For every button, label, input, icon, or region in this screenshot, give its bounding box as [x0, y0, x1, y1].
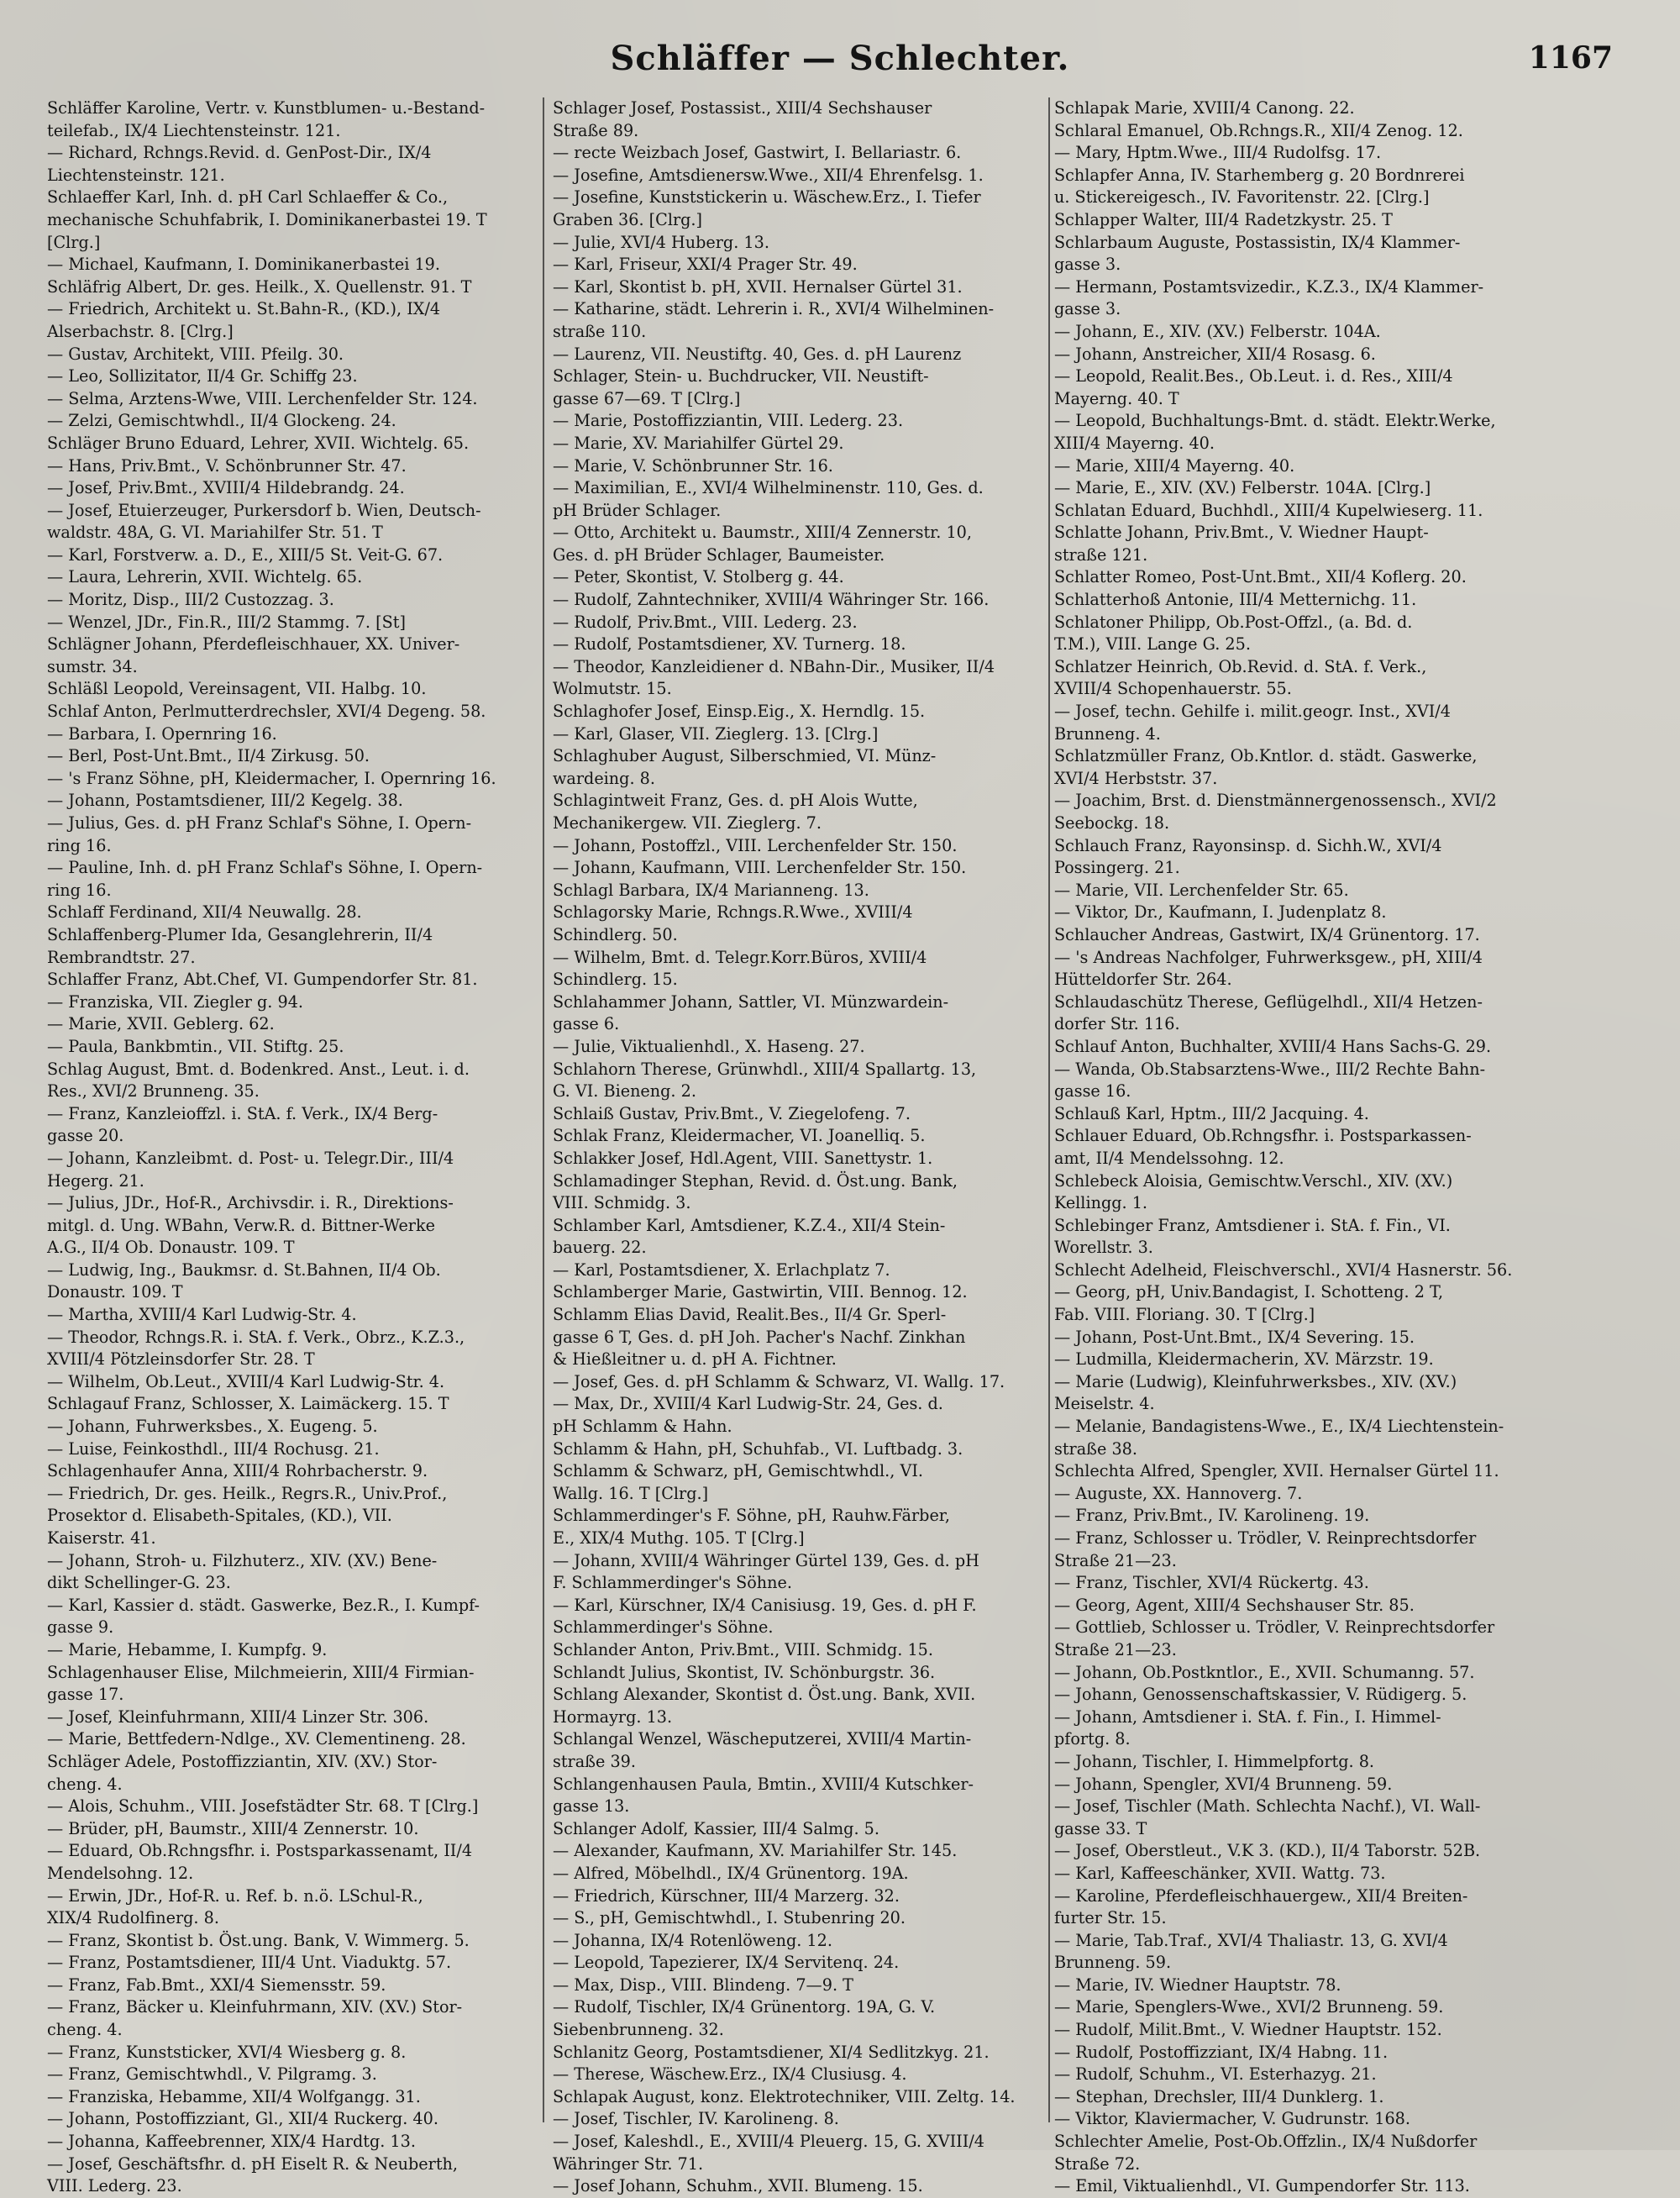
directory-entry-line: XVIII/4 Pötzleinsdorfer Str. 28. T — [47, 1349, 315, 1370]
directory-entry-line: — Karl, Friseur, XXI/4 Prager Str. 49. — [553, 255, 858, 275]
directory-entry-line: Ges. d. pH Brüder Schlager, Baumeister. — [553, 544, 885, 565]
directory-entry-line: — Peter, Skontist, V. Stolberg g. 44. — [553, 567, 844, 587]
directory-entry-line: — Auguste, XX. Hannoverg. 7. — [1054, 1483, 1303, 1503]
directory-entry-line: Schlebinger Franz, Amtsdiener i. StA. f. Fin., VI. — [1054, 1215, 1451, 1235]
directory-entry-line: — Gustav, Architekt, VIII. Pfeilg. 30. — [47, 344, 344, 364]
directory-entry-line: gasse 3. — [1054, 299, 1121, 319]
directory-entry-line: — Max, Dr., XVIII/4 Karl Ludwig-Str. 24, Ges. d. — [553, 1394, 943, 1414]
directory-entry-line: — Mary, Hptm.Wwe., III/4 Rudolfsg. 17. — [1054, 143, 1382, 163]
directory-entry-line: bauerg. 22. — [553, 1238, 647, 1258]
directory-entry-line: Schlahammer Johann, Sattler, VI. Münzwardein- — [553, 991, 949, 1012]
directory-entry-line: Schlatzer Heinrich, Ob.Revid. d. StA. f. Verk., — [1054, 656, 1427, 676]
directory-entry-line: Schlauch Franz, Rayonsinsp. d. Sichh.W., XVI/4 — [1054, 835, 1442, 855]
directory-entry-line: Schlager Josef, Postassist., XIII/4 Sechshauser — [553, 98, 932, 118]
directory-entry-line: Hormayrg. 13. — [553, 1706, 673, 1727]
directory-entry-line: Schlägner Johann, Pferdefleischhauer, XX. Univer- — [47, 634, 460, 655]
directory-entry-line: — Josef Johann, Schuhm., XVII. Blumeng. 15. — [553, 2176, 923, 2196]
directory-entry-line: & Hießleitner u. d. pH A. Fichtner. — [553, 1349, 837, 1370]
directory-entry-line: — 's Andreas Nachfolger, Fuhrwerksgew., pH, XIII/4 — [1054, 947, 1483, 967]
directory-entry-line: Wolmutstr. 15. — [553, 679, 672, 699]
directory-entry-line: straße 38. — [1054, 1438, 1137, 1459]
directory-entry-line: — Joachim, Brst. d. Dienstmännergenossensch., XVI/2 — [1054, 791, 1497, 811]
directory-entry-line: Schlatan Eduard, Buchhdl., XIII/4 Kupelwieserg. 11. — [1054, 500, 1483, 520]
directory-entry-line: T.M.), VIII. Lange G. 25. — [1054, 634, 1251, 655]
directory-entry-line: — Johann, Post-Unt.Bmt., IX/4 Severing. 15. — [1054, 1327, 1415, 1347]
directory-entry-line: Schlak Franz, Kleidermacher, VI. Joanelliq. 5. — [553, 1126, 926, 1146]
directory-entry-line: Schlaudaschütz Therese, Geflügelhdl., XII/4 Hetzen- — [1054, 991, 1483, 1012]
directory-entry-line: — Rudolf, Postoffizziant, IX/4 Habng. 11. — [1054, 2042, 1389, 2062]
directory-entry-line: Schlapak Marie, XVIII/4 Canong. 22. — [1054, 98, 1355, 118]
directory-entry-line: Schlaf Anton, Perlmutterdrechsler, XVI/4 Degeng. 58. — [47, 702, 486, 722]
directory-entry-line: — Marie, E., XIV. (XV.) Felberstr. 104A. [Clrg.] — [1054, 478, 1431, 498]
directory-entry-line: — Karl, Skontist b. pH, XVII. Hernalser Gürtel 31. — [553, 276, 963, 297]
directory-entry-line: — Marie, Hebamme, I. Kumpfg. 9. — [47, 1639, 328, 1659]
directory-entry-line: — Johann, Postoffzl., VIII. Lerchenfelder Str. 150. — [553, 835, 958, 855]
directory-entry-line: Schlagauf Franz, Schlosser, X. Laimäckerg. 15. T — [47, 1394, 449, 1414]
directory-entry-line: — Marie, Bettfedern-Ndlge., XV. Clementineng. 28. — [47, 1729, 466, 1749]
directory-entry-line: XIII/4 Mayerng. 40. — [1054, 433, 1215, 453]
directory-entry-line: — Rudolf, Milit.Bmt., V. Wiedner Hauptstr. 152. — [1054, 2020, 1442, 2040]
directory-entry-line: — Paula, Bankbmtin., VII. Stiftg. 25. — [47, 1036, 344, 1056]
directory-entry-line: Schlamm Elias David, Realit.Bes., II/4 Gr. Sperl- — [553, 1305, 947, 1325]
directory-entry-line: Fab. VIII. Floriang. 30. T [Clrg.] — [1054, 1305, 1315, 1325]
directory-entry-line: Schlatterhoß Antonie, III/4 Metternichg. 11. — [1054, 590, 1417, 610]
directory-entry-line: — Laura, Lehrerin, XVII. Wichtelg. 65. — [47, 567, 363, 587]
directory-entry-line: Schlecht Adelheid, Fleischverschl., XVI/4 Hasnerstr. 56. — [1054, 1259, 1513, 1280]
directory-entry-line: — Johann, Spengler, XVI/4 Brunneng. 59. — [1054, 1774, 1393, 1794]
directory-column-1 — [47, 97, 538, 2196]
directory-entry-line: Schlaff Ferdinand, XII/4 Neuwallg. 28. — [47, 902, 362, 923]
directory-entry-line: Schlaral Emanuel, Ob.Rchngs.R., XII/4 Zenog. 12. — [1054, 120, 1463, 140]
page-number: 1167 — [1528, 40, 1613, 76]
directory-entry-line: — Karl, Postamtsdiener, X. Erlachplatz 7. — [553, 1259, 890, 1280]
directory-entry-line: — Wanda, Ob.Stabsarztens-Wwe., III/2 Rechte Bahn- — [1054, 1059, 1486, 1079]
directory-entry-line: — Maximilian, E., XVI/4 Wilhelminenstr. 110, Ges. d. — [553, 478, 984, 498]
directory-entry-line: furter Str. 15. — [1054, 1908, 1167, 1928]
directory-entry-line: — Alexander, Kaufmann, XV. Mariahilfer Str. 145. — [553, 1841, 958, 1861]
directory-entry-line: — Hermann, Postamtsvizedir., K.Z.3., IX/4 Klammer- — [1054, 276, 1484, 297]
directory-entry-line: Schlatoner Philipp, Ob.Post-Offzl., (a. Bd. d. — [1054, 612, 1413, 632]
directory-entry-line: — Franziska, VII. Ziegler g. 94. — [47, 991, 304, 1012]
directory-entry-line: — Leo, Sollizitator, II/4 Gr. Schiffg 23. — [47, 366, 358, 386]
directory-entry-line: Worellstr. 3. — [1054, 1238, 1153, 1258]
directory-entry-line: Straße 21—23. — [1054, 1639, 1177, 1659]
directory-entry-line: Schlechter Amelie, Post-Ob.Offzlin., IX/4 Nußdorfer — [1054, 2132, 1478, 2152]
directory-entry-line: gasse 17. — [47, 1685, 124, 1705]
directory-entry-line: Schlammerdinger's Söhne. — [553, 1617, 774, 1638]
directory-entry-line: Kellingg. 1. — [1054, 1193, 1148, 1213]
directory-entry-line: — Franz, Kunststicker, XVI/4 Wiesberg g. 8. — [47, 2042, 407, 2062]
directory-entry-line: — Johann, Genossenschaftskassier, V. Rüdigerg. 5. — [1054, 1685, 1467, 1705]
directory-entry-line: VIII. Lederg. 23. — [47, 2176, 182, 2196]
directory-entry-line: — Johann, Kaufmann, VIII. Lerchenfelder Str. 150. — [553, 858, 967, 878]
directory-entry-line: ring 16. — [47, 880, 112, 900]
directory-entry-line: — Josef, Geschäftsfhr. d. pH Eiselt R. & Neuberth, — [47, 2153, 458, 2174]
directory-entry-line: dorfer Str. 116. — [1054, 1014, 1180, 1034]
directory-entry-line: — Barbara, I. Opernring 16. — [47, 723, 277, 744]
directory-entry-line: ring 16. — [47, 835, 112, 855]
directory-entry-line: — Melanie, Bandagistens-Wwe., E., IX/4 Liechtenstein- — [1054, 1417, 1504, 1437]
directory-entry-line: — Georg, pH, Univ.Bandagist, I. Schotteng. 2 T, — [1054, 1282, 1444, 1302]
directory-entry-line: Seebockg. 18. — [1054, 813, 1170, 833]
directory-entry-line: — Theodor, Rchngs.R. i. StA. f. Verk., Obrz., K.Z.3., — [47, 1327, 465, 1347]
directory-column-3 — [1054, 97, 1546, 2196]
directory-entry-line: — Alois, Schuhm., VIII. Josefstädter Str. 68. T [Clrg.] — [47, 1796, 479, 1817]
directory-entry-line: gasse 3. — [1054, 255, 1121, 275]
directory-entry-line: — Franz, Postamtsdiener, III/4 Unt. Viaduktg. 57. — [47, 1953, 452, 1973]
directory-entry-line: — Franz, Skontist b. Öst.ung. Bank, V. Wimmerg. 5. — [47, 1930, 470, 1950]
directory-entry-line: Mendelsohng. 12. — [47, 1863, 194, 1883]
directory-entry-line: Schlagenhaufer Anna, XIII/4 Rohrbacherstr. 9. — [47, 1461, 428, 1481]
directory-entry-line: — Josef, Kaleshdl., E., XVIII/4 Pleuerg. 15, G. XVIII/4 — [553, 2132, 985, 2152]
directory-entry-line: Graben 36. [Clrg.] — [553, 209, 702, 229]
directory-entry-line: Schlahorn Therese, Grünwhdl., XIII/4 Spallartg. 13, — [553, 1059, 977, 1079]
directory-entry-line: — Berl, Post-Unt.Bmt., II/4 Zirkusg. 50. — [47, 746, 370, 766]
directory-entry-line: — Katharine, städt. Lehrerin i. R., XVI/4 Wilhelminen- — [553, 299, 995, 319]
directory-entry-line: — Johanna, IX/4 Rotenlöweng. 12. — [553, 1930, 832, 1950]
directory-entry-line: — Josef, Ges. d. pH Schlamm & Schwarz, VI. Wallg. 17. — [553, 1371, 1005, 1391]
directory-entry-line: Schlapfer Anna, IV. Starhemberg g. 20 Bordnrerei — [1054, 165, 1465, 185]
directory-entry-line: Schlander Anton, Priv.Bmt., VIII. Schmidg. 15. — [553, 1639, 933, 1659]
directory-entry-line: — Rudolf, Postamtsdiener, XV. Turnerg. 18. — [553, 634, 906, 655]
directory-column-2 — [553, 97, 1044, 2196]
directory-entry-line: Straße 21—23. — [1054, 1550, 1177, 1570]
directory-entry-line: — Johann, Ob.Postkntlor., E., XVII. Schumanng. 57. — [1054, 1662, 1475, 1682]
directory-entry-line: Straße 89. — [553, 120, 639, 140]
directory-entry-line: Währinger Str. 71. — [553, 2153, 704, 2174]
directory-entry-line: — Johann, Fuhrwerksbes., X. Eugeng. 5. — [47, 1417, 378, 1437]
directory-entry-line: gasse 9. — [47, 1617, 114, 1638]
directory-entry-line: Kaiserstr. 41. — [47, 1528, 156, 1548]
directory-entry-line: — Marie, Spenglers-Wwe., XVI/2 Brunneng. 59. — [1054, 1997, 1444, 2017]
directory-entry-line: Schlamadinger Stephan, Revid. d. Öst.ung. Bank, — [553, 1170, 958, 1191]
directory-entry-line: — Julie, XVI/4 Huberg. 13. — [553, 232, 769, 252]
directory-entry-line: Schindlerg. 15. — [553, 970, 678, 990]
directory-entry-line: — Wilhelm, Bmt. d. Telegr.Korr.Büros, XVIII/4 — [553, 947, 927, 967]
directory-entry-line: Brunneng. 59. — [1054, 1953, 1172, 1973]
directory-entry-line: Schlamber Karl, Amtsdiener, K.Z.4., XII/4 Stein- — [553, 1215, 946, 1235]
directory-entry-line: Rembrandtstr. 27. — [47, 947, 196, 967]
directory-entry-line: [Clrg.] — [47, 232, 101, 252]
directory-entry-line: — Therese, Wäschew.Erz., IX/4 Clusiusg. 4. — [553, 2064, 907, 2085]
directory-entry-line: dikt Schellinger-G. 23. — [47, 1573, 231, 1593]
directory-entry-line: Schläfrig Albert, Dr. ges. Heilk., X. Quellenstr. 91. T — [47, 276, 472, 297]
directory-entry-line: — Marie, XVII. Geblerg. 62. — [47, 1014, 275, 1034]
directory-entry-line: — Johann, Kanzleibmt. d. Post- u. Telegr.Dir., III/4 — [47, 1148, 454, 1168]
directory-entry-line: gasse 13. — [553, 1796, 630, 1817]
directory-entry-line: Schlangenhausen Paula, Bmtin., XVIII/4 Kutschker- — [553, 1774, 974, 1794]
directory-entry-line: Liechtensteinstr. 121. — [47, 165, 225, 185]
directory-entry-line: Schläger Adele, Postoffizziantin, XIV. (XV.) Stor- — [47, 1751, 438, 1771]
directory-entry-line: Schlager, Stein- u. Buchdrucker, VII. Neustift- — [553, 366, 929, 386]
directory-entry-line: Schlamberger Marie, Gastwirtin, VIII. Bennog. 12. — [553, 1282, 968, 1302]
directory-entry-line: XVIII/4 Schopenhauerstr. 55. — [1054, 679, 1292, 699]
column-divider — [543, 97, 544, 2122]
directory-entry-line: — Friedrich, Dr. ges. Heilk., Regrs.R., Univ.Prof., — [47, 1483, 448, 1503]
directory-entry-line: — Max, Disp., VIII. Blindeng. 7—9. T — [553, 1975, 853, 1995]
directory-entry-line: — Marie, VII. Lerchenfelder Str. 65. — [1054, 880, 1349, 900]
directory-entry-line: Schlebeck Aloisia, Gemischtw.Verschl., XIV. (XV.) — [1054, 1170, 1453, 1191]
directory-entry-line: Schlechta Alfred, Spengler, XVII. Hernalser Gürtel 11. — [1054, 1461, 1499, 1481]
directory-entry-line: — Julie, Viktualienhdl., X. Haseng. 27. — [553, 1036, 865, 1056]
directory-entry-line: — Karl, Kassier d. städt. Gaswerke, Bez.R., I. Kumpf- — [47, 1595, 480, 1615]
directory-entry-line: — Luise, Feinkosthdl., III/4 Rochusg. 21. — [47, 1438, 380, 1459]
directory-entry-line: — Zelzi, Gemischtwhdl., II/4 Glockeng. 24. — [47, 411, 396, 431]
directory-entry-line: — Josef, Tischler, IV. Karolineng. 8. — [553, 2109, 839, 2129]
directory-entry-line: — Laurenz, VII. Neustiftg. 40, Ges. d. pH Laurenz — [553, 344, 962, 364]
directory-entry-line: Schlang Alexander, Skontist d. Öst.ung. Bank, XVII. — [553, 1685, 976, 1705]
directory-entry-line: — Franz, Schlosser u. Trödler, V. Reinprechtsdorfer — [1054, 1528, 1477, 1548]
directory-entry-line: — Georg, Agent, XIII/4 Sechshauser Str. 85. — [1054, 1595, 1415, 1615]
directory-entry-line: — Ludmilla, Kleidermacherin, XV. Märzstr. 19. — [1054, 1349, 1434, 1370]
directory-entry-line: — Josef, Kleinfuhrmann, XIII/4 Linzer Str. 306. — [47, 1706, 429, 1727]
column-divider — [1048, 97, 1050, 2122]
directory-entry-line: — Franziska, Hebamme, XII/4 Wolfgangg. 31. — [47, 2086, 421, 2106]
directory-entry-line: — Emil, Viktualienhdl., VI. Gumpendorfer Str. 113. — [1054, 2176, 1470, 2196]
directory-entry-line: — Moritz, Disp., III/2 Custozzag. 3. — [47, 590, 334, 610]
directory-entry-line: — Josef, Oberstleut., V.K 3. (KD.), II/4 Taborstr. 52B. — [1054, 1841, 1481, 1861]
directory-entry-line: — 's Franz Söhne, pH, Kleidermacher, I. Opernring 16. — [47, 768, 496, 788]
directory-entry-line: F. Schlammerdinger's Söhne. — [553, 1573, 792, 1593]
directory-entry-line: Schlatzmüller Franz, Ob.Kntlor. d. städt. Gaswerke, — [1054, 746, 1478, 766]
directory-entry-line: Schlaucher Andreas, Gastwirt, IX/4 Grünentorg. 17. — [1054, 924, 1480, 944]
directory-entry-line: Schlapper Walter, III/4 Radetzkystr. 25. T — [1054, 209, 1393, 229]
directory-entry-line: — Ludwig, Ing., Baukmsr. d. St.Bahnen, II/4 Ob. — [47, 1259, 441, 1280]
directory-entry-line: waldstr. 48A, G. VI. Mariahilfer Str. 51. T — [47, 523, 383, 543]
directory-entry-line: — Selma, Arztens-Wwe, VIII. Lerchenfelder Str. 124. — [47, 388, 478, 408]
directory-entry-line: — Otto, Architekt u. Baumstr., XIII/4 Zennerstr. 10, — [553, 523, 972, 543]
directory-entry-line: Schlagintweit Franz, Ges. d. pH Alois Wutte, — [553, 791, 918, 811]
page-header — [34, 39, 1646, 89]
directory-entry-line: — Johann, Amtsdiener i. StA. f. Fin., I. Himmel- — [1054, 1706, 1441, 1727]
directory-entry-line: Schindlerg. 50. — [553, 924, 678, 944]
directory-entry-line: mechanische Schuhfabrik, I. Dominikanerbastei 19. T — [47, 209, 487, 229]
directory-entry-line: G. VI. Bieneng. 2. — [553, 1081, 696, 1102]
page-title: Schläffer — Schlechter. — [610, 39, 1070, 78]
directory-entry-line: Schlangal Wenzel, Wäscheputzerei, XVIII/4 Martin- — [553, 1729, 972, 1749]
directory-entry-line: Schlaffer Franz, Abt.Chef, VI. Gumpendorfer Str. 81. — [47, 970, 478, 990]
directory-entry-line: — Johann, Anstreicher, XII/4 Rosasg. 6. — [1054, 344, 1376, 364]
directory-entry-line: — Franz, Gemischtwhdl., V. Pilgramg. 3. — [47, 2064, 377, 2085]
directory-entry-line: — Johann, E., XIV. (XV.) Felberstr. 104A. — [1054, 321, 1381, 341]
directory-entry-line: sumstr. 34. — [47, 656, 138, 676]
directory-entry-line: gasse 6 T, Ges. d. pH Joh. Pacher's Nachf. Zinkhan — [553, 1327, 966, 1347]
directory-entry-line: — Rudolf, Zahntechniker, XVIII/4 Währinger Str. 166. — [553, 590, 990, 610]
directory-entry-line: Schläger Bruno Eduard, Lehrer, XVII. Wichtelg. 65. — [47, 433, 470, 453]
directory-entry-line: — Friedrich, Kürschner, III/4 Marzerg. 32. — [553, 1885, 900, 1906]
directory-entry-line: — Johanna, Kaffeebrenner, XIX/4 Hardtg. 13. — [47, 2132, 416, 2152]
directory-entry-line: Schlanitz Georg, Postamtsdiener, XI/4 Sedlitzkyg. 21. — [553, 2042, 990, 2062]
directory-entry-line: — Marie, Tab.Traf., XVI/4 Thaliastr. 13, G. XVI/4 — [1054, 1930, 1448, 1950]
directory-entry-line: Alserbachstr. 8. [Clrg.] — [47, 321, 234, 341]
directory-entry-line: Schlatter Romeo, Post-Unt.Bmt., XII/4 Koflerg. 20. — [1054, 567, 1467, 587]
directory-entry-line: — Franz, Kanzleioffzl. i. StA. f. Verk., IX/4 Berg- — [47, 1103, 438, 1123]
directory-entry-line: — Theodor, Kanzleidiener d. NBahn-Dir., Musiker, II/4 — [553, 656, 995, 676]
directory-entry-line: Res., XVI/2 Brunneng. 35. — [47, 1081, 260, 1102]
directory-entry-line: VIII. Schmidg. 3. — [553, 1193, 691, 1213]
directory-entry-line: — Johann, Tischler, I. Himmelpfortg. 8. — [1054, 1751, 1375, 1771]
directory-entry-line: Schlaeffer Karl, Inh. d. pH Carl Schlaeffer & Co., — [47, 187, 449, 208]
directory-entry-line: pH Brüder Schlager. — [553, 500, 722, 520]
directory-entry-line: teilefab., IX/4 Liechtensteinstr. 121. — [47, 120, 341, 140]
directory-entry-line: Prosektor d. Elisabeth-Spitales, (KD.), VII. — [47, 1506, 392, 1526]
directory-entry-line: Mechanikergew. VII. Zieglerg. 7. — [553, 813, 822, 833]
directory-entry-line: — Richard, Rchngs.Revid. d. GenPost-Dir., IX/4 — [47, 143, 432, 163]
directory-entry-line: Schlanger Adolf, Kassier, III/4 Salmg. 5. — [553, 1818, 879, 1838]
directory-entry-line: — Franz, Fab.Bmt., XXI/4 Siemensstr. 59. — [47, 1975, 386, 1995]
directory-entry-line: Schlakker Josef, Hdl.Agent, VIII. Sanettystr. 1. — [553, 1148, 933, 1168]
directory-entry-line: — Johann, XVIII/4 Währinger Gürtel 139, Ges. d. pH — [553, 1550, 979, 1570]
directory-entry-line: — Josef, Etuierzeuger, Purkersdorf b. Wien, Deutsch- — [47, 500, 481, 520]
directory-entry-line: Schlauer Eduard, Ob.Rchngsfhr. i. Postsparkassen- — [1054, 1126, 1472, 1146]
directory-entry-line: — Marie, V. Schönbrunner Str. 16. — [553, 455, 833, 476]
directory-entry-line: Schlagenhauser Elise, Milchmeierin, XIII/4 Firmian- — [47, 1662, 475, 1682]
directory-entry-line: Schlaiß Gustav, Priv.Bmt., V. Ziegelofeng. 7. — [553, 1103, 911, 1123]
directory-entry-line: Schlaffenberg-Plumer Ida, Gesanglehrerin, II/4 — [47, 924, 433, 944]
directory-entry-line: — Johann, Stroh- u. Filzhuterz., XIV. (XV.) Bene- — [47, 1550, 438, 1570]
directory-entry-line: mitgl. d. Ung. WBahn, Verw.R. d. Bittner-Werke — [47, 1215, 435, 1235]
directory-entry-line: Donaustr. 109. T — [47, 1282, 183, 1302]
directory-entry-line: gasse 67—69. T [Clrg.] — [553, 388, 741, 408]
directory-entry-line: — Marie, XV. Mariahilfer Gürtel 29. — [553, 433, 844, 453]
directory-entry-line: — Michael, Kaufmann, I. Dominikanerbastei 19. — [47, 255, 440, 275]
directory-entry-line: — Hans, Priv.Bmt., V. Schönbrunner Str. 47. — [47, 455, 407, 476]
directory-entry-line: Schlaghuber August, Silberschmied, VI. Münz- — [553, 746, 937, 766]
directory-entry-line: Meiselstr. 4. — [1054, 1394, 1155, 1414]
directory-entry-line: — Josefine, Amtsdienersw.Wwe., XII/4 Ehrenfelsg. 1. — [553, 165, 984, 185]
directory-entry-line: — Josef, Tischler (Math. Schlechta Nachf.), VI. Wall- — [1054, 1796, 1481, 1817]
directory-entry-line: Schlapak August, konz. Elektrotechniker, VIII. Zeltg. 14. — [553, 2086, 1016, 2106]
directory-entry-line: — recte Weizbach Josef, Gastwirt, I. Bellariastr. 6. — [553, 143, 962, 163]
directory-entry-line: — Martha, XVIII/4 Karl Ludwig-Str. 4. — [47, 1305, 357, 1325]
directory-entry-line: Brunneng. 4. — [1054, 723, 1161, 744]
directory-entry-line: XIX/4 Rudolfinerg. 8. — [47, 1908, 219, 1928]
directory-entry-line: — Gottlieb, Schlosser u. Trödler, V. Reinprechtsdorfer — [1054, 1617, 1495, 1638]
directory-entry-line: — Viktor, Dr., Kaufmann, I. Judenplatz 8. — [1054, 902, 1387, 923]
directory-entry-line: — Franz, Tischler, XVI/4 Rückertg. 43. — [1054, 1573, 1369, 1593]
directory-entry-line: — Stephan, Drechsler, III/4 Dunklerg. 1. — [1054, 2086, 1384, 2106]
directory-entry-line: — Karoline, Pferdefleischhauergew., XII/4 Breiten- — [1054, 1885, 1468, 1906]
directory-entry-line: A.G., II/4 Ob. Donaustr. 109. T — [47, 1238, 295, 1258]
directory-entry-line: gasse 20. — [47, 1126, 124, 1146]
directory-entry-line: — Rudolf, Schuhm., VI. Esterhazyg. 21. — [1054, 2064, 1377, 2085]
directory-entry-line: — Franz, Bäcker u. Kleinfuhrmann, XIV. (XV.) Stor- — [47, 1997, 463, 2017]
directory-entry-line: — Rudolf, Tischler, IX/4 Grünentorg. 19A, G. V. — [553, 1997, 936, 2017]
directory-entry-line: — Johann, Postamtsdiener, III/2 Kegelg. 38. — [47, 791, 403, 811]
directory-entry-line: Schläffer Karoline, Vertr. v. Kunstblumen- u.-Bestand- — [47, 98, 486, 118]
directory-entry-line: Schlagl Barbara, IX/4 Marianneng. 13. — [553, 880, 869, 900]
directory-entry-line: — Wenzel, JDr., Fin.R., III/2 Stammg. 7. [St] — [47, 612, 406, 632]
directory-entry-line: Schlauß Karl, Hptm., III/2 Jacquing. 4. — [1054, 1103, 1369, 1123]
directory-entry-line: — Friedrich, Architekt u. St.Bahn-R., (KD.), IX/4 — [47, 299, 441, 319]
directory-entry-line: gasse 6. — [553, 1014, 620, 1034]
directory-entry-line: amt, II/4 Mendelssohng. 12. — [1054, 1148, 1284, 1168]
directory-entry-line: — Julius, JDr., Hof-R., Archivsdir. i. R., Direktions- — [47, 1193, 454, 1213]
directory-entry-line: — Johann, Postoffizziant, Gl., XII/4 Ruckerg. 40. — [47, 2109, 438, 2129]
directory-entry-line: — Rudolf, Priv.Bmt., VIII. Lederg. 23. — [553, 612, 858, 632]
directory-entry-line: — Josefine, Kunststickerin u. Wäschew.Erz., I. Tiefer — [553, 187, 981, 208]
directory-entry-line: — Leopold, Realit.Bes., Ob.Leut. i. d. Res., XIII/4 — [1054, 366, 1453, 386]
directory-entry-line: u. Stickereigesch., IV. Favoritenstr. 22. [Clrg.] — [1054, 187, 1430, 208]
directory-entry-line: wardeing. 8. — [553, 768, 655, 788]
directory-entry-line: — Alfred, Möbelhdl., IX/4 Grünentorg. 19A. — [553, 1863, 909, 1883]
directory-entry-line: — Marie, XIII/4 Mayerng. 40. — [1054, 455, 1295, 476]
directory-entry-line: cheng. 4. — [47, 2020, 123, 2040]
directory-entry-line: — Karl, Forstverw. a. D., E., XIII/5 St. Veit-G. 67. — [47, 544, 444, 565]
directory-entry-line: cheng. 4. — [47, 1774, 123, 1794]
directory-entry-line: — Julius, Ges. d. pH Franz Schlaf's Söhne, I. Opern- — [47, 813, 472, 833]
directory-entry-line: — Marie (Ludwig), Kleinfuhrwerksbes., XIV. (XV.) — [1054, 1371, 1457, 1391]
directory-entry-line: Hegerg. 21. — [47, 1170, 144, 1191]
directory-entry-line: pfortg. 8. — [1054, 1729, 1131, 1749]
directory-entry-line: straße 39. — [553, 1751, 636, 1771]
directory-entry-line: Schlag August, Bmt. d. Bodenkred. Anst., Leut. i. d. — [47, 1059, 470, 1079]
directory-entry-line: gasse 33. T — [1054, 1818, 1147, 1838]
directory-entry-line: — Leopold, Tapezierer, IX/4 Servitenq. 24. — [553, 1953, 900, 1973]
directory-entry-line: — Brüder, pH, Baumstr., XIII/4 Zennerstr. 10. — [47, 1818, 419, 1838]
directory-entry-line: — Marie, Postoffizziantin, VIII. Lederg. 23. — [553, 411, 904, 431]
directory-entry-line: Siebenbrunneng. 32. — [553, 2020, 724, 2040]
directory-entry-line: Schlarbaum Auguste, Postassistin, IX/4 Klammer- — [1054, 232, 1461, 252]
directory-entry-line: — Marie, IV. Wiedner Hauptstr. 78. — [1054, 1975, 1341, 1995]
directory-entry-line: — Eduard, Ob.Rchngsfhr. i. Postsparkassenamt, II/4 — [47, 1841, 473, 1861]
directory-entry-line: — Karl, Kürschner, IX/4 Canisiusg. 19, Ges. d. pH F. — [553, 1595, 977, 1615]
directory-entry-line: straße 110. — [553, 321, 647, 341]
directory-entry-line: — Viktor, Klaviermacher, V. Gudrunstr. 168. — [1054, 2109, 1410, 2129]
directory-entry-line: — Pauline, Inh. d. pH Franz Schlaf's Söhne, I. Opern- — [47, 858, 483, 878]
directory-entry-line: Schlamm & Hahn, pH, Schuhfab., VI. Luftbadg. 3. — [553, 1438, 963, 1459]
directory-entry-line: Schläßl Leopold, Vereinsagent, VII. Halbg. 10. — [47, 679, 427, 699]
directory-entry-line: — Franz, Priv.Bmt., IV. Karolineng. 19. — [1054, 1506, 1370, 1526]
directory-entry-line: Wallg. 16. T [Clrg.] — [553, 1483, 709, 1503]
directory-entry-line: — S., pH, Gemischtwhdl., I. Stubenring 20. — [553, 1908, 906, 1928]
directory-entry-line: Mayerng. 40. T — [1054, 388, 1179, 408]
directory-entry-line: gasse 16. — [1054, 1081, 1131, 1102]
directory-entry-line: Schlauf Anton, Buchhalter, XVIII/4 Hans Sachs-G. 29. — [1054, 1036, 1492, 1056]
directory-entry-line: Schlagorsky Marie, Rchngs.R.Wwe., XVIII/4 — [553, 902, 913, 923]
directory-entry-line: XVI/4 Herbststr. 37. — [1054, 768, 1218, 788]
directory-entry-line: Schlammerdinger's F. Söhne, pH, Rauhw.Färber, — [553, 1506, 950, 1526]
directory-entry-line: Schlatte Johann, Priv.Bmt., V. Wiedner Haupt- — [1054, 523, 1429, 543]
directory-entry-line: Schlaghofer Josef, Einsp.Eig., X. Herndlg. 15. — [553, 702, 926, 722]
directory-entry-line: — Leopold, Buchhaltungs-Bmt. d. städt. Elektr.Werke, — [1054, 411, 1496, 431]
directory-entry-line: E., XIX/4 Muthg. 105. T [Clrg.] — [553, 1528, 805, 1548]
directory-entry-line: Schlandt Julius, Skontist, IV. Schönburgstr. 36. — [553, 1662, 936, 1682]
directory-entry-line: Schlamm & Schwarz, pH, Gemischtwhdl., VI. — [553, 1461, 924, 1481]
directory-entry-line: — Erwin, JDr., Hof-R. u. Ref. b. n.ö. LSchul-R., — [47, 1885, 423, 1906]
directory-entry-line: Possingerg. 21. — [1054, 858, 1180, 878]
directory-entry-line: pH Schlamm & Hahn. — [553, 1417, 732, 1437]
directory-entry-line: — Josef, techn. Gehilfe i. milit.geogr. Inst., XVI/4 — [1054, 702, 1451, 722]
directory-entry-line: — Karl, Glaser, VII. Zieglerg. 13. [Clrg.] — [553, 723, 879, 744]
directory-entry-line: Straße 72. — [1054, 2153, 1141, 2174]
directory-entry-line: Hütteldorfer Str. 264. — [1054, 970, 1232, 990]
directory-entry-line: straße 121. — [1054, 544, 1148, 565]
directory-entry-line: — Josef, Priv.Bmt., XVIII/4 Hildebrandg. 24. — [47, 478, 405, 498]
directory-entry-line: — Wilhelm, Ob.Leut., XVIII/4 Karl Ludwig-Str. 4. — [47, 1371, 445, 1391]
directory-entry-line: — Karl, Kaffeeschänker, XVII. Wattg. 73. — [1054, 1863, 1386, 1883]
